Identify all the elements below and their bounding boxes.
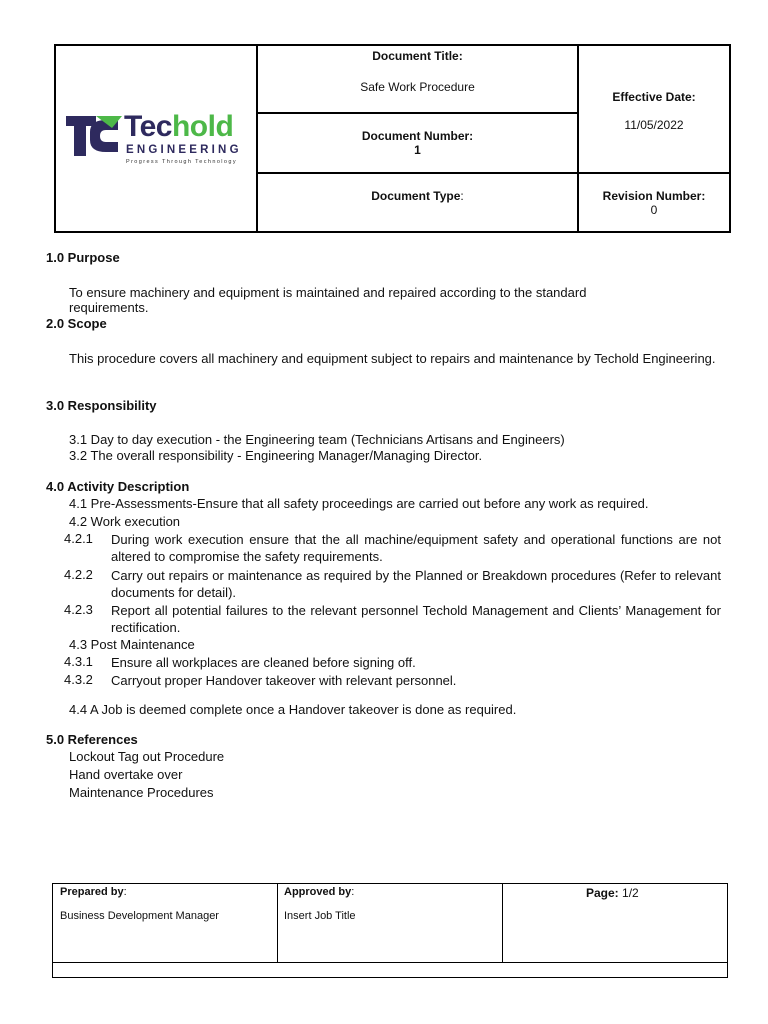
effective-date-value: 11/05/2022 [624,118,684,132]
work-item-text: Carry out repairs or maintenance as required by the Planned or Breakdown procedures (Refer to relevant documents for detail). [111,568,721,600]
footer-table [52,883,728,978]
prepared-by-value: Business Development Manager [60,910,219,922]
logo-wordmark: Techold [124,110,234,143]
post-item-text: Ensure all workplaces are cleaned before signing off. [111,655,416,670]
work-item-number: 4.2.3 [64,602,93,617]
effective-date-label: Effective Date: [612,90,696,104]
responsibility-item: 3.1 Day to day execution - the Engineering team (Technicians Artisans and Engineers) [69,432,565,447]
reference-item: Maintenance Procedures [69,785,214,800]
work-item-number: 4.2.1 [64,531,93,546]
page-indicator: Page: 1/2 [586,886,639,900]
scope-text: This procedure covers all machinery and equipment subject to repairs and maintenance by Techold Engineering. [69,351,716,366]
header-divider [256,172,729,174]
approved-by-label: Approved by: [284,886,355,898]
document-type-label: Document Type: [371,189,464,203]
post-item-number: 4.3.2 [64,672,93,687]
header-table [54,44,731,233]
techold-logo-icon [66,112,122,156]
purpose-text: To ensure machinery and equipment is maintained and repaired according to the standard requirements. [69,285,587,315]
reference-item: Lockout Tag out Procedure [69,749,225,764]
work-item-text: During work execution ensure that the all machine/equipment safety and operational functions are not altered to compromise the safety requirements. [111,532,721,564]
post-item-number: 4.3.1 [64,654,93,669]
activity-heading: 4.0 Activity Description [46,479,190,494]
purpose-heading: 1.0 Purpose [46,250,120,265]
work-item-text: Report all potential failures to the relevant personnel Techold Management and Clients’ Management for rectification. [111,603,721,635]
responsibility-heading: 3.0 Responsibility [46,398,157,413]
reference-item: Hand overtake over [69,767,183,782]
document-title-label: Document Title: [372,49,463,63]
footer-divider [502,884,503,962]
footer-divider [53,962,727,963]
work-execution-heading: 4.2 Work execution [69,514,181,529]
scope-heading: 2.0 Scope [46,316,107,331]
document-title-value: Safe Work Procedure [360,80,475,94]
revision-number-value: 0 [650,203,658,217]
revision-number-label: Revision Number: [602,189,706,203]
work-item-number: 4.2.2 [64,567,93,582]
references-heading: 5.0 References [46,732,138,747]
pre-assessment-text: 4.1 Pre-Assessments-Ensure that all safety proceedings are carried out before any work as required. [69,496,649,511]
responsibility-item: 3.2 The overall responsibility - Engineering Manager/Managing Director. [69,448,483,463]
prepared-by-label: Prepared by: [60,886,127,898]
post-maintenance-heading: 4.3 Post Maintenance [69,637,195,652]
document-number-label: Document Number: [361,129,474,143]
logo-engineering: ENGINEERING [126,144,242,156]
post-item-text: Carryout proper Handover takeover with relevant personnel. [111,673,457,688]
document-number-value: 1 [414,143,421,157]
techold-logo [66,108,251,170]
completion-text: 4.4 A Job is deemed complete once a Handover takeover is done as required. [69,702,517,717]
header-divider [256,112,579,114]
footer-divider [277,884,278,962]
logo-tagline: Progress Through Technology [126,159,237,165]
approved-by-value: Insert Job Title [284,910,356,922]
